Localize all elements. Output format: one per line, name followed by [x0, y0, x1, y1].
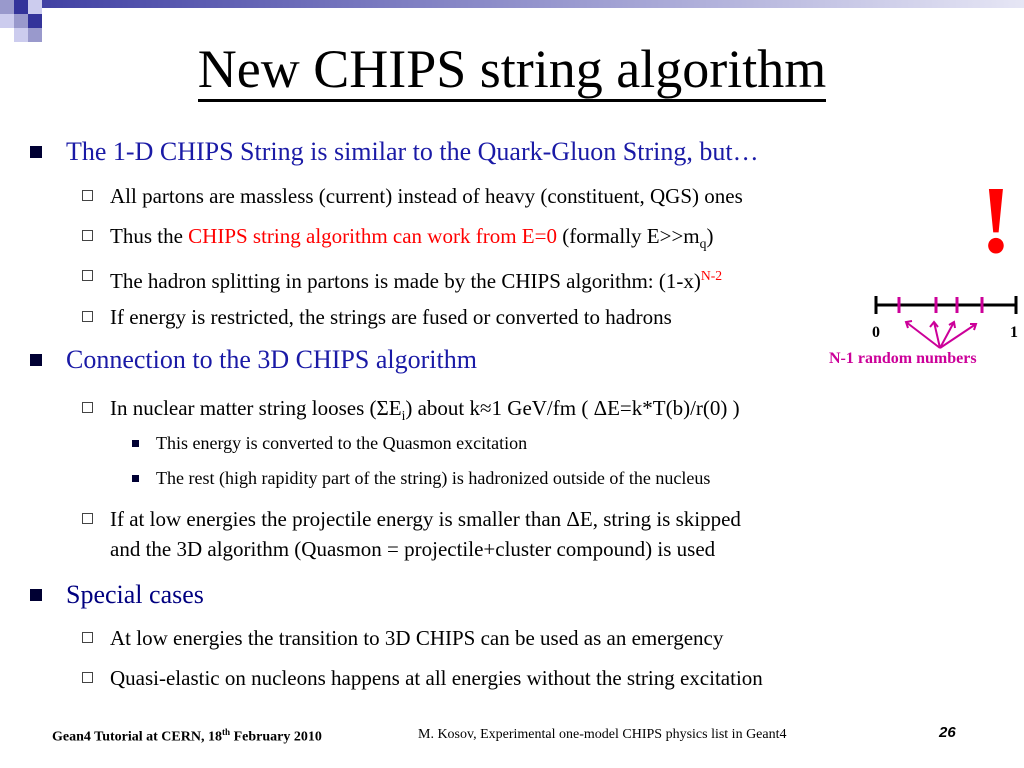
- bullet-text: The hadron splitting in partons is made by the CHIPS algorithm: $(1-x)^{N-2}$: [110, 268, 723, 293]
- hollow-square-bullet-icon: [82, 230, 93, 241]
- bullet-text: Special cases: [66, 580, 204, 609]
- figure-caption: N-1 random numbers: [829, 350, 977, 367]
- bullet-text: The 1-D CHIPS String is similar to the Quark-Gluon String, but…: [66, 137, 759, 166]
- hollow-square-bullet-icon: [82, 672, 93, 683]
- pointer-arrows: [906, 321, 976, 348]
- unit-interval-diagram: [870, 294, 1022, 354]
- hollow-square-bullet-icon: [82, 270, 93, 281]
- exclamation-mark: !: [980, 166, 1012, 273]
- bullet-text: At low energies the transition to 3D CHIPS can be used as an emergency: [110, 626, 724, 650]
- bullet-text: Thus the CHIPS string algorithm can work from E=0 (formally $E>>m_q$): [110, 224, 714, 252]
- slide-title: New CHIPS string algorithm: [0, 38, 1024, 100]
- square-bullet-icon: [30, 354, 42, 366]
- small-square-bullet-icon: [132, 440, 139, 447]
- hollow-square-bullet-icon: [82, 513, 93, 524]
- hollow-square-bullet-icon: [82, 190, 93, 201]
- hollow-square-bullet-icon: [82, 311, 93, 322]
- hollow-square-bullet-icon: [82, 402, 93, 413]
- bullet-text: All partons are massless (current) instead of heavy (constituent, QGS) ones: [110, 184, 743, 208]
- bullet-text: If at low energies the projectile energy is smaller than ΔE, string is skipped: [110, 507, 741, 531]
- bullet-text: If energy is restricted, the strings are fused or converted to hadrons: [110, 305, 672, 329]
- hollow-square-bullet-icon: [82, 632, 93, 643]
- top-gradient-bar: [0, 0, 1024, 8]
- bullet-text: In nuclear matter string looses $(\Sigma E_i)$ about k≈1 GeV/fm ( ΔE=k*T(b)/r(0) ): [110, 396, 740, 424]
- small-square-bullet-icon: [132, 475, 139, 482]
- bullet-text: This energy is converted to the Quasmon excitation: [156, 433, 528, 453]
- axis-label-one: 1: [1010, 324, 1018, 341]
- highlight-text: CHIPS string algorithm can work from E=0: [188, 224, 557, 248]
- bullet-text: The rest (high rapidity part of the string) is hadronized outside of the nucleus: [156, 468, 711, 488]
- bullet-text: Quasi-elastic on nucleons happens at all energies without the string excitation: [110, 666, 763, 690]
- bullet-text: Connection to the 3D CHIPS algorithm: [66, 345, 477, 374]
- square-bullet-icon: [30, 589, 42, 601]
- page-number: 26: [939, 724, 956, 741]
- footer-center: M. Kosov, Experimental one-model CHIPS physics list in Geant4: [418, 727, 787, 742]
- bullet-text-continued: and the 3D algorithm (Quasmon = projectile+cluster compound) is used: [110, 537, 716, 561]
- square-bullet-icon: [30, 146, 42, 158]
- footer-left: Gean4 Tutorial at CERN, 18th February 2010: [52, 727, 322, 745]
- axis-label-zero: 0: [872, 324, 880, 341]
